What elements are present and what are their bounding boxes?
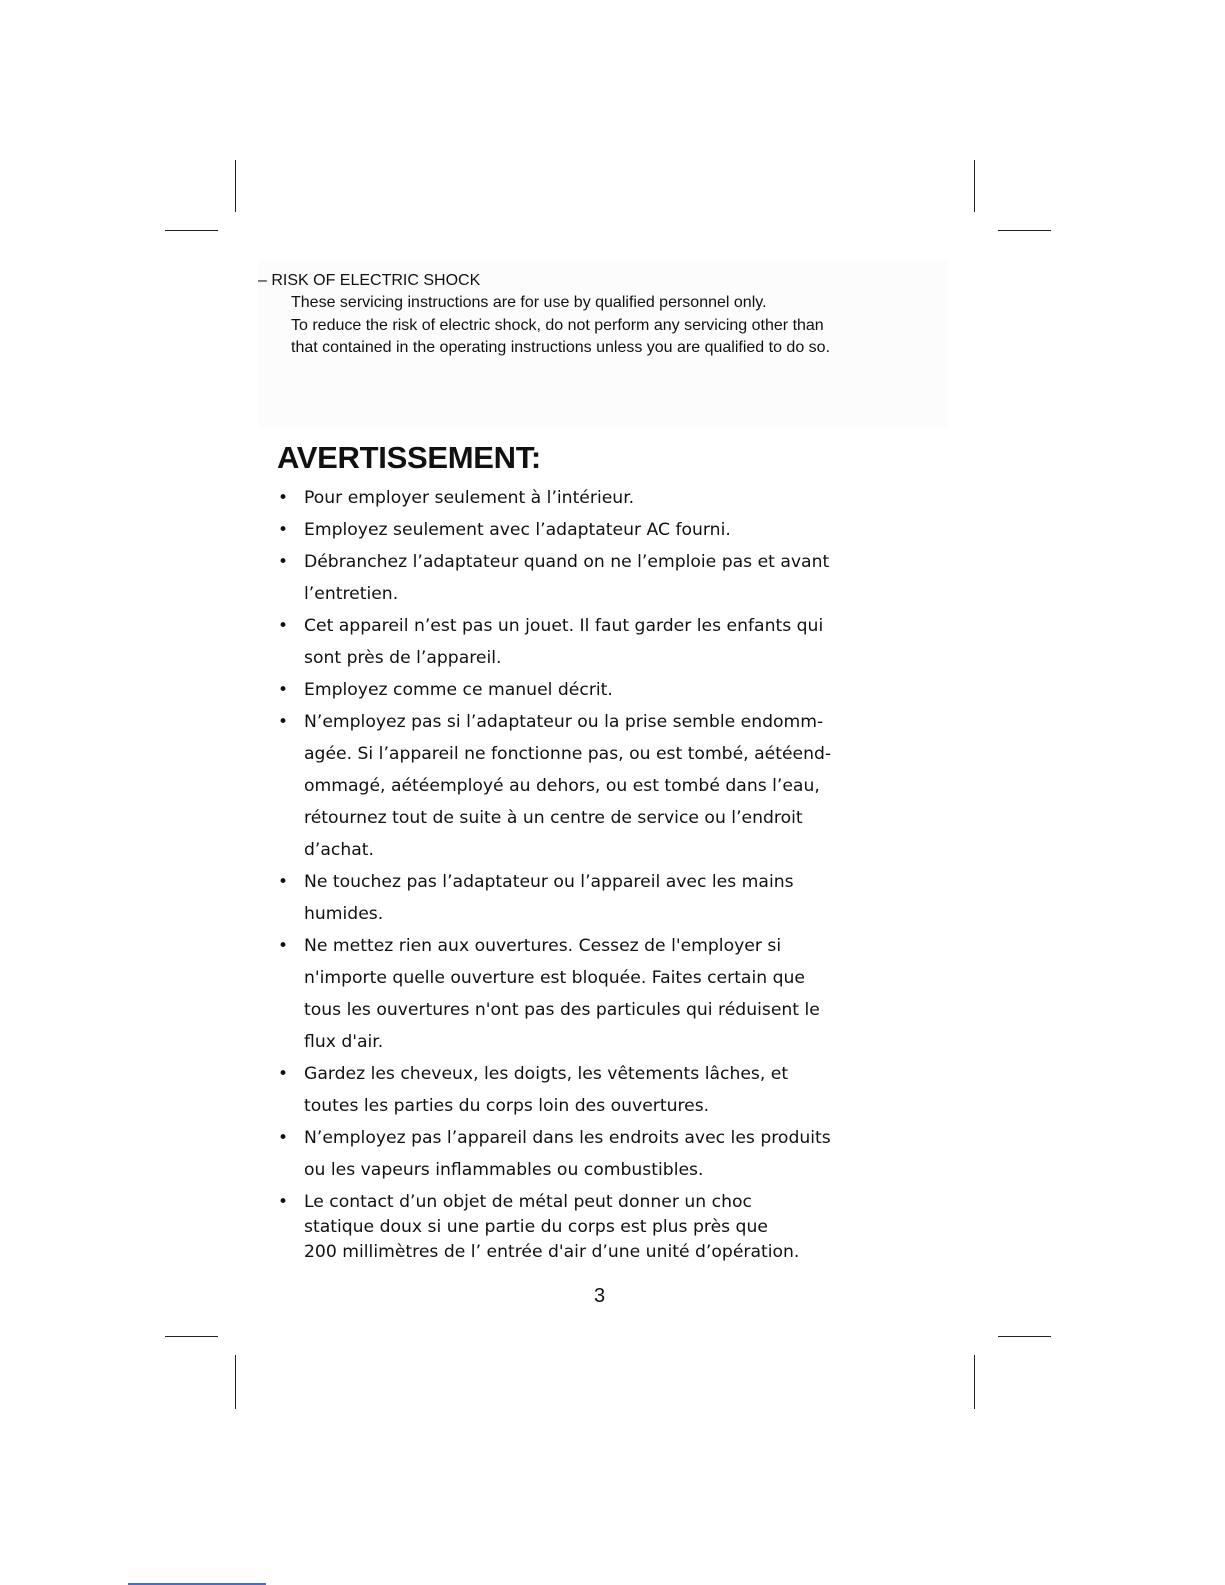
- list-item-text: Employez comme ce manuel décrit.: [304, 680, 613, 700]
- list-item-text: flux d'air.: [304, 1032, 384, 1052]
- risk-text: [291, 292, 830, 360]
- list-item-text: l’entretien.: [304, 584, 399, 604]
- bullet-icon: •: [278, 1064, 289, 1084]
- list-item-text: d’achat.: [304, 840, 374, 860]
- risk-line: that contained in the operating instructions unless you are qualified to do so.: [291, 339, 831, 356]
- list-item: [276, 610, 946, 674]
- list-item-text: Ne mettez rien aux ouvertures. Cessez de l'employer si: [304, 936, 782, 956]
- list-item-text: rétournez tout de suite à un centre de service ou l’endroit: [304, 808, 803, 828]
- crop-mark-top-left-vertical: [235, 160, 236, 212]
- list-item-text: Le contact d’un objet de métal peut donner un choc: [304, 1192, 752, 1212]
- list-item-text: statique doux si une partie du corps est plus près que: [304, 1217, 768, 1237]
- warning-list: [276, 482, 946, 1265]
- risk-line: To reduce the risk of electric shock, do not perform any servicing other than: [291, 316, 824, 334]
- bullet-icon: •: [278, 488, 289, 508]
- list-item: [276, 866, 946, 930]
- bullet-icon: •: [278, 520, 289, 540]
- list-item-text: n'importe quelle ouverture est bloquée. Faites certain que: [304, 968, 805, 988]
- crop-mark-bottom-right-vertical: [974, 1355, 975, 1409]
- risk-line: These servicing instructions are for use by qualified personnel only.: [291, 294, 767, 311]
- list-item: [276, 514, 946, 546]
- list-item-text: Employez seulement avec l’adaptateur AC fourni.: [304, 520, 731, 540]
- page-number: 3: [594, 1285, 606, 1307]
- list-item-text: Pour employer seulement à l’intérieur.: [304, 488, 635, 508]
- list-item: [276, 1058, 946, 1122]
- list-item: [276, 706, 946, 866]
- bullet-icon: •: [278, 1128, 289, 1148]
- list-item: [276, 482, 946, 514]
- crop-mark-top-left-horizontal: [165, 230, 218, 231]
- crop-mark-bottom-right-horizontal: [998, 1336, 1051, 1337]
- bullet-icon: •: [278, 936, 289, 956]
- crop-mark-top-right-vertical: [974, 160, 975, 212]
- list-item-text: 200 millimètres de l’ entrée d'air d’une unité d’opération.: [304, 1242, 800, 1262]
- list-item: [276, 1122, 946, 1186]
- list-item: [276, 930, 946, 1058]
- list-item-text: tous les ouvertures n'ont pas des particules qui réduisent le: [304, 1000, 820, 1020]
- crop-mark-bottom-left-horizontal: [165, 1336, 218, 1337]
- crop-mark-top-right-horizontal: [998, 230, 1051, 231]
- bullet-icon: •: [278, 680, 289, 700]
- list-item: [276, 546, 946, 610]
- bullet-icon: •: [278, 1192, 289, 1212]
- list-item: [276, 674, 946, 706]
- bullet-icon: •: [278, 552, 289, 572]
- risk-of-electric-shock-notice: [258, 260, 948, 428]
- list-item-text: Cet appareil n’est pas un jouet. Il faut garder les enfants qui: [304, 616, 824, 636]
- list-item-text: Ne touchez pas l’adaptateur ou l’appareil avec les mains: [304, 872, 794, 892]
- bullet-icon: •: [278, 616, 289, 636]
- bullet-icon: •: [278, 872, 289, 892]
- list-item-text: toutes les parties du corps loin des ouvertures.: [304, 1096, 710, 1116]
- list-item-text: ommagé, aétéemployé au dehors, ou est tombé dans l’eau,: [304, 776, 820, 796]
- list-item: [276, 1190, 946, 1265]
- list-item-text: Gardez les cheveux, les doigts, les vêtements lâches, et: [304, 1064, 789, 1084]
- warning-heading: AVERTISSEMENT:: [277, 440, 541, 475]
- list-item-text: Débranchez l’adaptateur quand on ne l’emploie pas et avant: [304, 552, 830, 572]
- bullet-icon: •: [278, 712, 289, 732]
- list-item-text: humides.: [304, 904, 384, 924]
- risk-title: – RISK OF ELECTRIC SHOCK: [258, 272, 481, 289]
- list-item-text: agée. Si l’appareil ne fonctionne pas, ou est tombé, aétéend-: [304, 744, 832, 764]
- list-item-text: N’employez pas si l’adaptateur ou la prise semble endomm-: [304, 712, 824, 732]
- list-item-text: ou les vapeurs inflammables ou combustibles.: [304, 1160, 704, 1180]
- list-item-text: sont près de l’appareil.: [304, 648, 502, 668]
- crop-mark-bottom-left-vertical: [235, 1355, 236, 1409]
- list-item-text: N’employez pas l’appareil dans les endroits avec les produits: [304, 1128, 831, 1148]
